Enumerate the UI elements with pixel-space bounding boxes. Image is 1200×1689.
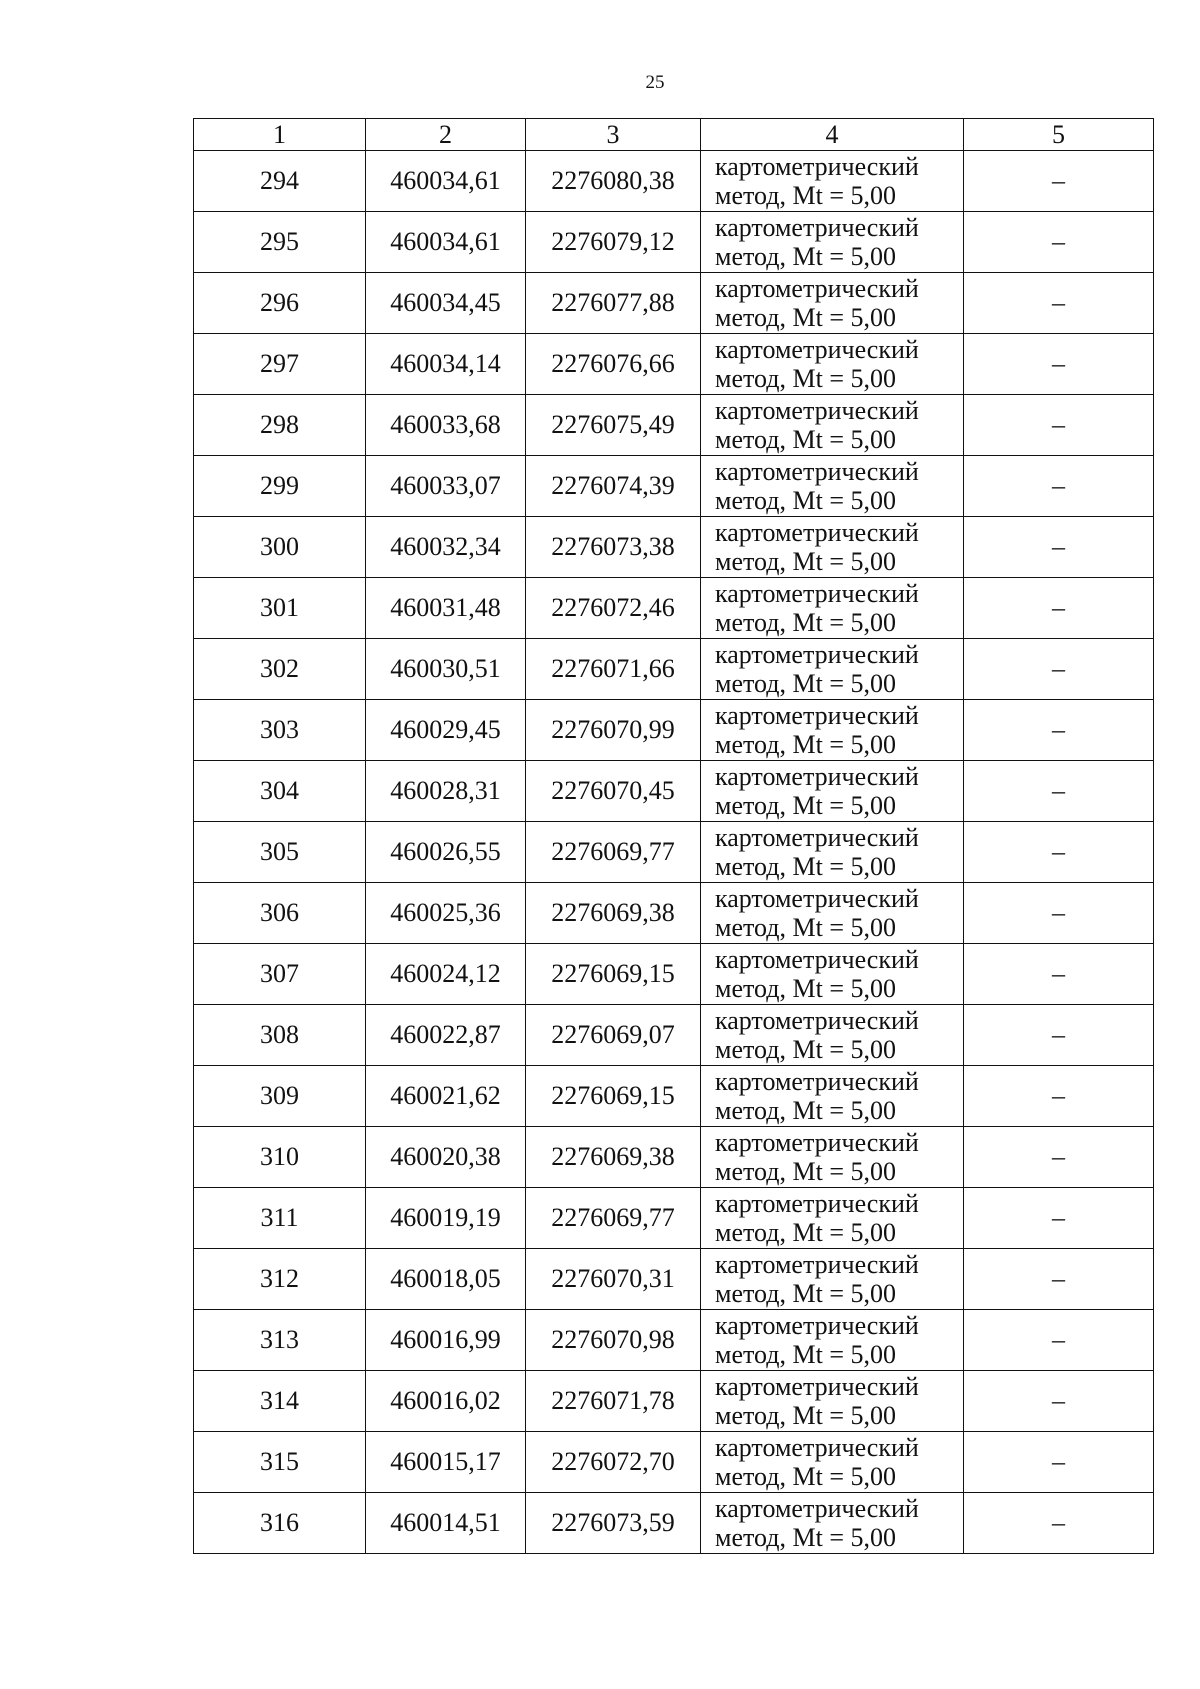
- x-coordinate-cell: 460033,07: [366, 456, 526, 517]
- method-cell: [701, 273, 964, 334]
- y-coordinate-cell: 2276070,45: [526, 761, 701, 822]
- method-line-1: картометрический: [715, 457, 919, 486]
- table-row: [194, 700, 1154, 761]
- method-cell: [701, 761, 964, 822]
- point-number-cell: 305: [194, 822, 366, 883]
- y-coordinate-cell: 2276080,38: [526, 151, 701, 212]
- x-coordinate-cell: 460031,48: [366, 578, 526, 639]
- method-line-2: метод, Mt = 5,00: [715, 303, 896, 332]
- method-line-2: метод, Mt = 5,00: [715, 974, 896, 1003]
- method-cell: [701, 822, 964, 883]
- y-coordinate-cell: 2276073,59: [526, 1493, 701, 1554]
- method-cell: [701, 1371, 964, 1432]
- table-header: [194, 119, 1154, 151]
- table-row: [194, 1493, 1154, 1554]
- coordinates-table: [193, 118, 1154, 1554]
- method-line-1: картометрический: [715, 701, 919, 730]
- table-row: [194, 1005, 1154, 1066]
- point-number-cell: 308: [194, 1005, 366, 1066]
- method-line-2: метод, Mt = 5,00: [715, 852, 896, 881]
- method-line-2: метод, Mt = 5,00: [715, 1157, 896, 1186]
- x-coordinate-cell: 460028,31: [366, 761, 526, 822]
- method-line-2: метод, Mt = 5,00: [715, 913, 896, 942]
- table-row: [194, 1188, 1154, 1249]
- table-row: [194, 1432, 1154, 1493]
- method-line-1: картометрический: [715, 1311, 919, 1340]
- y-coordinate-cell: 2276077,88: [526, 273, 701, 334]
- y-coordinate-cell: 2276069,77: [526, 822, 701, 883]
- note-cell: –: [964, 1188, 1154, 1249]
- y-coordinate-cell: 2276070,99: [526, 700, 701, 761]
- method-line-1: картометрический: [715, 396, 919, 425]
- note-cell: –: [964, 1493, 1154, 1554]
- table-row: [194, 1371, 1154, 1432]
- method-line-2: метод, Mt = 5,00: [715, 1401, 896, 1430]
- method-line-1: картометрический: [715, 762, 919, 791]
- method-line-1: картометрический: [715, 1372, 919, 1401]
- x-coordinate-cell: 460033,68: [366, 395, 526, 456]
- y-coordinate-cell: 2276069,15: [526, 944, 701, 1005]
- point-number-cell: 312: [194, 1249, 366, 1310]
- method-line-1: картометрический: [715, 945, 919, 974]
- method-line-1: картометрический: [715, 1494, 919, 1523]
- method-line-2: метод, Mt = 5,00: [715, 1340, 896, 1369]
- y-coordinate-cell: 2276071,78: [526, 1371, 701, 1432]
- point-number-cell: 303: [194, 700, 366, 761]
- method-cell: [701, 151, 964, 212]
- method-line-2: метод, Mt = 5,00: [715, 1279, 896, 1308]
- header-col-1: 1: [194, 119, 366, 151]
- table-row: [194, 456, 1154, 517]
- method-line-2: метод, Mt = 5,00: [715, 425, 896, 454]
- table-row: [194, 761, 1154, 822]
- point-number-cell: 301: [194, 578, 366, 639]
- point-number-cell: 307: [194, 944, 366, 1005]
- y-coordinate-cell: 2276069,07: [526, 1005, 701, 1066]
- y-coordinate-cell: 2276073,38: [526, 517, 701, 578]
- method-line-1: картометрический: [715, 1006, 919, 1035]
- note-cell: –: [964, 456, 1154, 517]
- x-coordinate-cell: 460022,87: [366, 1005, 526, 1066]
- table-row: [194, 395, 1154, 456]
- method-cell: [701, 1127, 964, 1188]
- point-number-cell: 298: [194, 395, 366, 456]
- table-row: [194, 517, 1154, 578]
- method-line-2: метод, Mt = 5,00: [715, 1523, 896, 1552]
- table-row: [194, 1310, 1154, 1371]
- note-cell: –: [964, 334, 1154, 395]
- method-line-2: метод, Mt = 5,00: [715, 669, 896, 698]
- header-row: [194, 119, 1154, 151]
- x-coordinate-cell: 460034,61: [366, 212, 526, 273]
- method-cell: [701, 578, 964, 639]
- table-row: [194, 334, 1154, 395]
- y-coordinate-cell: 2276075,49: [526, 395, 701, 456]
- note-cell: –: [964, 395, 1154, 456]
- method-line-2: метод, Mt = 5,00: [715, 730, 896, 759]
- method-line-1: картометрический: [715, 152, 919, 181]
- method-line-2: метод, Mt = 5,00: [715, 486, 896, 515]
- x-coordinate-cell: 460032,34: [366, 517, 526, 578]
- method-line-1: картометрический: [715, 274, 919, 303]
- x-coordinate-cell: 460026,55: [366, 822, 526, 883]
- x-coordinate-cell: 460024,12: [366, 944, 526, 1005]
- method-cell: [701, 700, 964, 761]
- y-coordinate-cell: 2276076,66: [526, 334, 701, 395]
- note-cell: –: [964, 151, 1154, 212]
- table-row: [194, 944, 1154, 1005]
- method-line-1: картометрический: [715, 1067, 919, 1096]
- method-line-1: картометрический: [715, 335, 919, 364]
- table-row: [194, 1249, 1154, 1310]
- method-line-1: картометрический: [715, 823, 919, 852]
- method-cell: [701, 1188, 964, 1249]
- method-cell: [701, 456, 964, 517]
- y-coordinate-cell: 2276079,12: [526, 212, 701, 273]
- method-line-1: картометрический: [715, 884, 919, 913]
- x-coordinate-cell: 460025,36: [366, 883, 526, 944]
- method-line-2: метод, Mt = 5,00: [715, 242, 896, 271]
- note-cell: –: [964, 578, 1154, 639]
- y-coordinate-cell: 2276069,15: [526, 1066, 701, 1127]
- note-cell: –: [964, 639, 1154, 700]
- method-line-2: метод, Mt = 5,00: [715, 1462, 896, 1491]
- y-coordinate-cell: 2276069,77: [526, 1188, 701, 1249]
- x-coordinate-cell: 460019,19: [366, 1188, 526, 1249]
- note-cell: –: [964, 944, 1154, 1005]
- point-number-cell: 306: [194, 883, 366, 944]
- header-col-5: 5: [964, 119, 1154, 151]
- method-cell: [701, 1249, 964, 1310]
- y-coordinate-cell: 2276070,98: [526, 1310, 701, 1371]
- x-coordinate-cell: 460016,99: [366, 1310, 526, 1371]
- x-coordinate-cell: 460018,05: [366, 1249, 526, 1310]
- point-number-cell: 302: [194, 639, 366, 700]
- point-number-cell: 295: [194, 212, 366, 273]
- method-cell: [701, 334, 964, 395]
- method-cell: [701, 944, 964, 1005]
- method-cell: [701, 639, 964, 700]
- method-cell: [701, 1066, 964, 1127]
- table-row: [194, 822, 1154, 883]
- y-coordinate-cell: 2276071,66: [526, 639, 701, 700]
- y-coordinate-cell: 2276069,38: [526, 1127, 701, 1188]
- point-number-cell: 300: [194, 517, 366, 578]
- method-cell: [701, 212, 964, 273]
- note-cell: –: [964, 273, 1154, 334]
- note-cell: –: [964, 1249, 1154, 1310]
- note-cell: –: [964, 1127, 1154, 1188]
- method-line-1: картометрический: [715, 213, 919, 242]
- method-line-2: метод, Mt = 5,00: [715, 1035, 896, 1064]
- table-row: [194, 151, 1154, 212]
- table-row: [194, 1066, 1154, 1127]
- page-number: 25: [645, 72, 665, 93]
- note-cell: –: [964, 1310, 1154, 1371]
- method-cell: [701, 1310, 964, 1371]
- method-line-2: метод, Mt = 5,00: [715, 1218, 896, 1247]
- point-number-cell: 313: [194, 1310, 366, 1371]
- method-cell: [701, 1005, 964, 1066]
- note-cell: –: [964, 1005, 1154, 1066]
- note-cell: –: [964, 700, 1154, 761]
- point-number-cell: 297: [194, 334, 366, 395]
- note-cell: –: [964, 883, 1154, 944]
- table-row: [194, 273, 1154, 334]
- point-number-cell: 310: [194, 1127, 366, 1188]
- point-number-cell: 294: [194, 151, 366, 212]
- table-row: [194, 212, 1154, 273]
- method-line-2: метод, Mt = 5,00: [715, 181, 896, 210]
- note-cell: –: [964, 212, 1154, 273]
- header-col-2: 2: [366, 119, 526, 151]
- table-row: [194, 639, 1154, 700]
- x-coordinate-cell: 460016,02: [366, 1371, 526, 1432]
- method-line-2: метод, Mt = 5,00: [715, 364, 896, 393]
- note-cell: –: [964, 1432, 1154, 1493]
- x-coordinate-cell: 460021,62: [366, 1066, 526, 1127]
- point-number-cell: 299: [194, 456, 366, 517]
- y-coordinate-cell: 2276074,39: [526, 456, 701, 517]
- x-coordinate-cell: 460034,61: [366, 151, 526, 212]
- point-number-cell: 304: [194, 761, 366, 822]
- method-line-1: картометрический: [715, 1433, 919, 1462]
- method-line-2: метод, Mt = 5,00: [715, 791, 896, 820]
- method-line-1: картометрический: [715, 1128, 919, 1157]
- x-coordinate-cell: 460034,45: [366, 273, 526, 334]
- method-cell: [701, 395, 964, 456]
- x-coordinate-cell: 460030,51: [366, 639, 526, 700]
- point-number-cell: 314: [194, 1371, 366, 1432]
- table-row: [194, 578, 1154, 639]
- x-coordinate-cell: 460034,14: [366, 334, 526, 395]
- header-col-4: 4: [701, 119, 964, 151]
- method-line-1: картометрический: [715, 1189, 919, 1218]
- point-number-cell: 316: [194, 1493, 366, 1554]
- method-cell: [701, 517, 964, 578]
- y-coordinate-cell: 2276072,46: [526, 578, 701, 639]
- x-coordinate-cell: 460020,38: [366, 1127, 526, 1188]
- method-line-1: картометрический: [715, 579, 919, 608]
- method-line-2: метод, Mt = 5,00: [715, 547, 896, 576]
- table-body: [194, 151, 1154, 1554]
- x-coordinate-cell: 460029,45: [366, 700, 526, 761]
- y-coordinate-cell: 2276070,31: [526, 1249, 701, 1310]
- method-cell: [701, 1493, 964, 1554]
- x-coordinate-cell: 460015,17: [366, 1432, 526, 1493]
- header-col-3: 3: [526, 119, 701, 151]
- note-cell: –: [964, 822, 1154, 883]
- point-number-cell: 311: [194, 1188, 366, 1249]
- table-row: [194, 883, 1154, 944]
- note-cell: –: [964, 517, 1154, 578]
- method-line-1: картометрический: [715, 518, 919, 547]
- method-line-2: метод, Mt = 5,00: [715, 608, 896, 637]
- point-number-cell: 296: [194, 273, 366, 334]
- note-cell: –: [964, 1066, 1154, 1127]
- note-cell: –: [964, 1371, 1154, 1432]
- y-coordinate-cell: 2276072,70: [526, 1432, 701, 1493]
- method-cell: [701, 1432, 964, 1493]
- y-coordinate-cell: 2276069,38: [526, 883, 701, 944]
- point-number-cell: 315: [194, 1432, 366, 1493]
- method-line-1: картометрический: [715, 640, 919, 669]
- x-coordinate-cell: 460014,51: [366, 1493, 526, 1554]
- method-cell: [701, 883, 964, 944]
- method-line-1: картометрический: [715, 1250, 919, 1279]
- method-line-2: метод, Mt = 5,00: [715, 1096, 896, 1125]
- table-row: [194, 1127, 1154, 1188]
- point-number-cell: 309: [194, 1066, 366, 1127]
- note-cell: –: [964, 761, 1154, 822]
